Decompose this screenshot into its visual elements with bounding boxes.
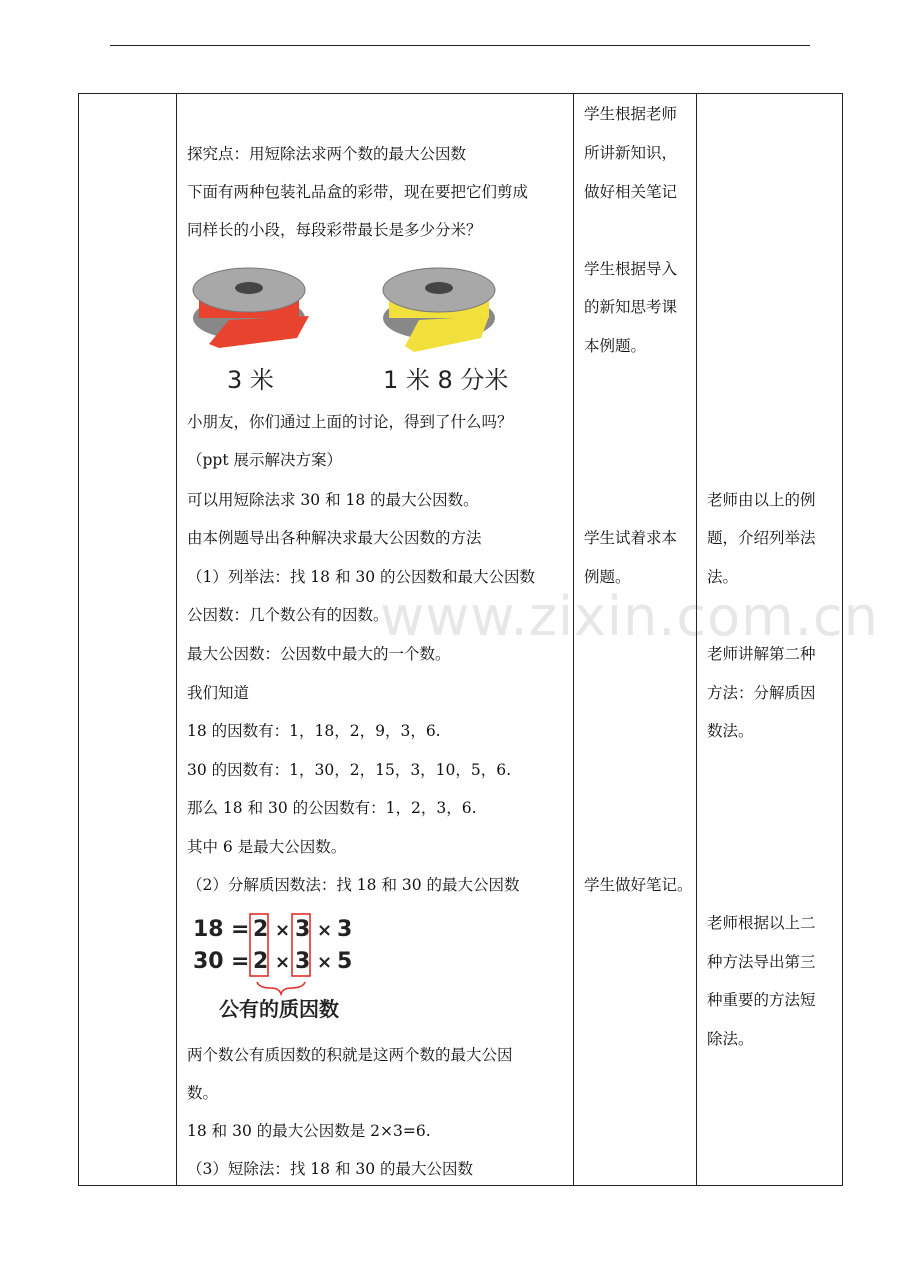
method-2-title: （2）分解质因数法：找 18 和 30 的最大公因数: [187, 876, 520, 894]
problem-text: 下面有两种包装礼品盒的彩带，现在要把它们剪成: [187, 183, 529, 201]
prime-factorization-figure: [191, 908, 391, 1028]
factor-row-1-times: ×: [317, 920, 333, 941]
student-note: 做好相关笔记: [584, 183, 678, 201]
factor-row-2-number: 30: [193, 949, 224, 974]
common-prime-factors-caption: 公有的质因数: [219, 997, 339, 1021]
method-1-title: （1）列举法：找 18 和 30 的公因数和最大公因数: [187, 568, 536, 586]
student-note: 学生根据老师: [584, 105, 678, 123]
factor-row-2-equals: =: [231, 949, 250, 974]
conclusion-text: 数。: [187, 1084, 219, 1102]
left-ribbon-label: 3 米: [227, 366, 274, 394]
student-note: 所讲新知识，: [584, 144, 678, 162]
common-factors: 那么 18 和 30 的公因数有：1，2，3，6.: [187, 799, 477, 817]
watermark: www.zixin.com.cn: [380, 585, 879, 648]
column-divider: [573, 94, 574, 1185]
factor-row-2-times: ×: [317, 952, 333, 973]
header-rule: [110, 45, 810, 46]
curly-brace: [257, 982, 305, 994]
teacher-note: 老师讲解第二种: [707, 645, 816, 663]
gcf-product-result: 18 和 30 的最大公因数是 2×3=6.: [187, 1122, 431, 1140]
student-note: 本例题。: [584, 337, 647, 355]
factor-row-1-f2: 3: [295, 917, 311, 942]
factors-30: 30 的因数有：1，30，2，15，3，10，5，6.: [187, 761, 512, 779]
column-divider: [696, 94, 697, 1185]
student-note: 的新知思考课: [584, 298, 678, 316]
ppt-note: （ppt 展示解决方案）: [187, 451, 343, 469]
conclusion-text: 两个数公有质因数的积就是这两个数的最大公因: [187, 1046, 513, 1064]
teacher-note: 除法。: [707, 1030, 754, 1048]
teacher-note: 老师由以上的例: [707, 491, 816, 509]
empty-column: [79, 94, 176, 1185]
column-divider: [176, 94, 177, 1185]
factor-row-1-f3: 3: [337, 917, 353, 942]
question-text: 小朋友，你们通过上面的讨论，得到了什么吗？: [187, 413, 513, 431]
factor-row-1-number: 18: [193, 917, 224, 942]
factor-row-1-times: ×: [275, 920, 291, 941]
problem-text: 同样长的小段，每段彩带最长是多少分米？: [187, 221, 482, 239]
teacher-note: 数法。: [707, 722, 754, 740]
we-know-text: 我们知道: [187, 684, 250, 702]
factor-row-2-f1: 2: [253, 949, 269, 974]
red-ribbon-spool: [193, 268, 309, 348]
method-3-title: （3）短除法：找 18 和 30 的最大公因数: [187, 1160, 474, 1178]
definition-gcf: 最大公因数：公因数中最大的一个数。: [187, 645, 451, 663]
main-content-column: [187, 94, 567, 1185]
factor-row-2-times: ×: [275, 952, 291, 973]
teacher-note: 种重要的方法短: [707, 991, 816, 1009]
student-note: 例题。: [584, 568, 631, 586]
solution-text: 可以用短除法求 30 和 18 的最大公因数。: [187, 491, 479, 509]
student-activity-column: [584, 94, 694, 1185]
definition-common-factor: 公因数：几个数公有的因数。: [187, 606, 389, 624]
spool-hole: [425, 282, 453, 294]
ribbon-spools-illustration: [189, 260, 519, 400]
teacher-activity-column: [707, 94, 839, 1185]
factor-row-2-f2: 3: [295, 949, 311, 974]
teacher-note: 方法：分解质因: [707, 684, 816, 702]
factors-18: 18 的因数有：1，18，2，9，3，6.: [187, 722, 441, 740]
teacher-note: 法。: [707, 568, 739, 586]
teacher-note: 种方法导出第三: [707, 953, 816, 971]
methods-intro: 由本例题导出各种解决求最大公因数的方法: [187, 529, 482, 547]
student-note: 学生做好笔记。: [584, 876, 693, 894]
factor-row-1-equals: =: [231, 917, 250, 942]
lesson-table: [78, 93, 843, 1186]
student-note: 学生试着求本: [584, 529, 678, 547]
student-note: 学生根据导入: [584, 260, 678, 278]
teacher-note: 题，介绍列举法: [707, 529, 816, 547]
factor-row-1-f1: 2: [253, 917, 269, 942]
yellow-ribbon-spool: [383, 268, 495, 352]
gcf-result: 其中 6 是最大公因数。: [187, 838, 347, 856]
factor-row-2-f3: 5: [337, 949, 353, 974]
spool-hole: [235, 282, 263, 294]
teacher-note: 老师根据以上二: [707, 914, 816, 932]
explore-point-text: 探究点：用短除法求两个数的最大公因数: [187, 145, 467, 163]
right-ribbon-label: 1 米 8 分米: [383, 366, 509, 394]
